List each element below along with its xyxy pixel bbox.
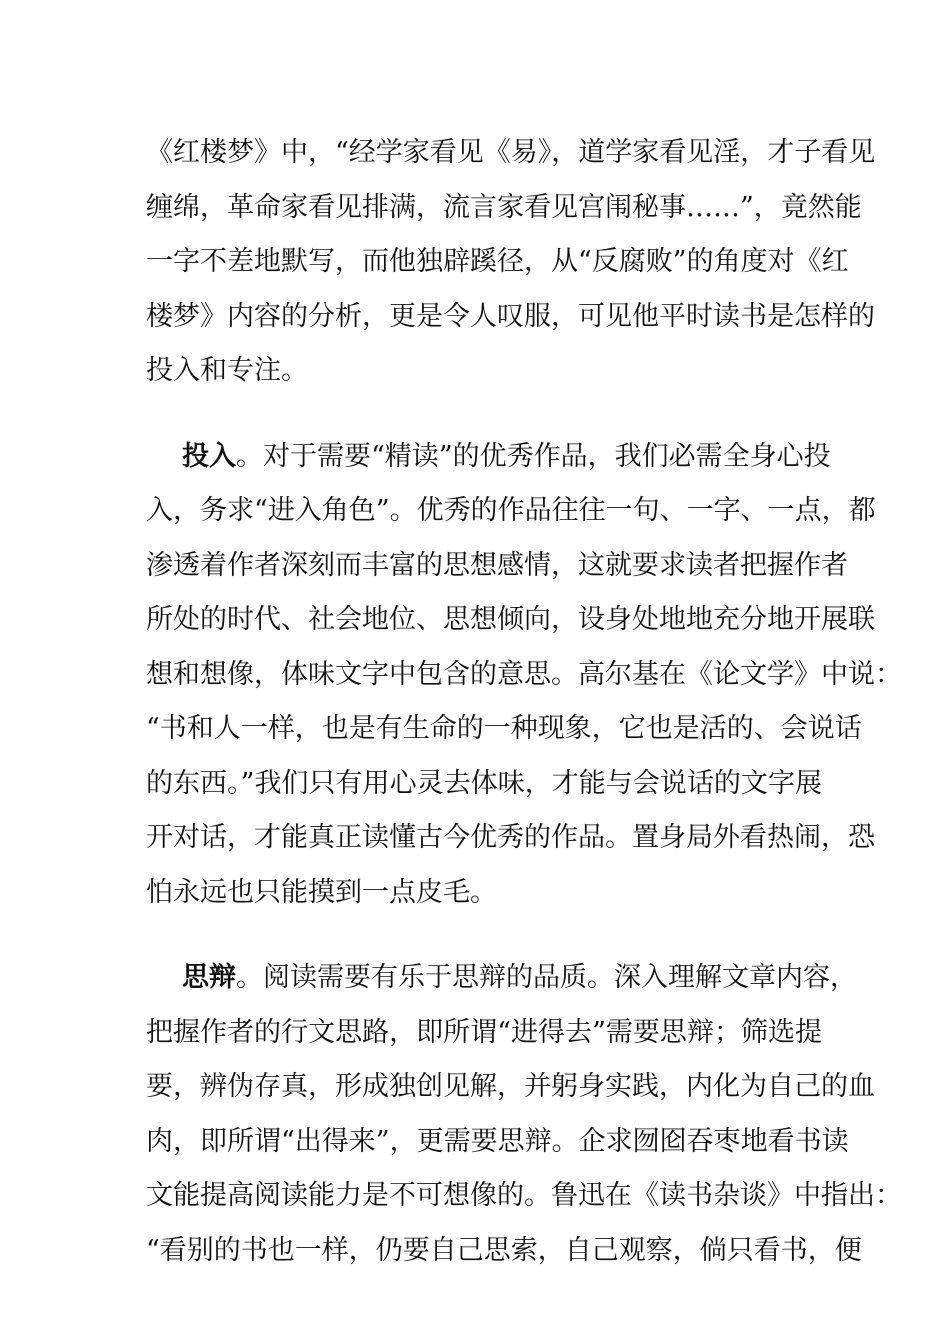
text-line: 肉，即所谓“出得来”，更需要思辩。企求囫囵吞枣地看书读 — [146, 1125, 849, 1157]
paragraph-keyword: 投入 — [182, 440, 236, 472]
text-line: 入，务求“进入角色”。优秀的作品往往一句、一字、一点，都 — [146, 495, 876, 526]
paragraph — [146, 430, 902, 921]
text-line: 一字不差地默写，而他独辟蹊径，从“反腐败”的角度对《红 — [146, 246, 849, 277]
document-body — [146, 126, 902, 1278]
text-line: 开对话，才能真正读懂古今优秀的作品。置身局外看热闹，恐 — [146, 822, 875, 853]
text-line — [146, 951, 857, 1006]
text-line: 渗透着作者深刻而丰富的思想感情，这就要求读者把握作者 — [146, 549, 848, 581]
text-line: 想和想像，体味文字中包含的意思。高尔基在《论文学》中说： — [146, 658, 902, 690]
text-line: “书和人一样，也是有生命的一种现象，它也是活的、会说话 — [146, 713, 862, 744]
text-line: 投入和专注。 — [146, 355, 308, 386]
text-line: 的东西。”我们只有用心灵去体味，才能与会说话的文字展 — [146, 767, 822, 799]
text-line: 文能提高阅读能力是不可想像的。鲁迅在《读书杂谈》中指出： — [146, 1180, 902, 1211]
text-line: 缠绵，革命家看见排满，流言家看见宫闱秘事……”，竟然能 — [146, 191, 862, 223]
text-line: 要，辨伪存真，形成独创见解，并躬身实践，内化为自己的血 — [146, 1071, 875, 1102]
text-line: 怕永远也只能摸到一点皮毛。 — [146, 876, 497, 908]
text-line: 《红楼梦》中，“经学家看见《易》，道学家看见淫，才子看见 — [146, 137, 876, 168]
paragraph — [146, 126, 876, 399]
text-line — [146, 430, 831, 485]
text-line: 楼梦》内容的分析，更是令人叹服，可见他平时读书是怎样的 — [146, 300, 875, 332]
text-line: “看别的书也一样，仍要自己思索，自己观察，倘只看书，便 — [146, 1234, 862, 1266]
text-line-content: 。对于需要“精读”的优秀作品，我们必需全身心投 — [236, 440, 831, 472]
text-line: 把握作者的行文思路，即所谓“进得去”需要思辩；筛选提 — [146, 1016, 822, 1048]
paragraph-keyword: 思辩 — [182, 962, 236, 993]
text-line: 所处的时代、社会地位、思想倾向，设身处地地充分地开展联 — [146, 604, 875, 635]
paragraph — [146, 951, 902, 1278]
text-line-content: 。阅读需要有乐于思辩的品质。深入理解文章内容， — [236, 962, 857, 993]
